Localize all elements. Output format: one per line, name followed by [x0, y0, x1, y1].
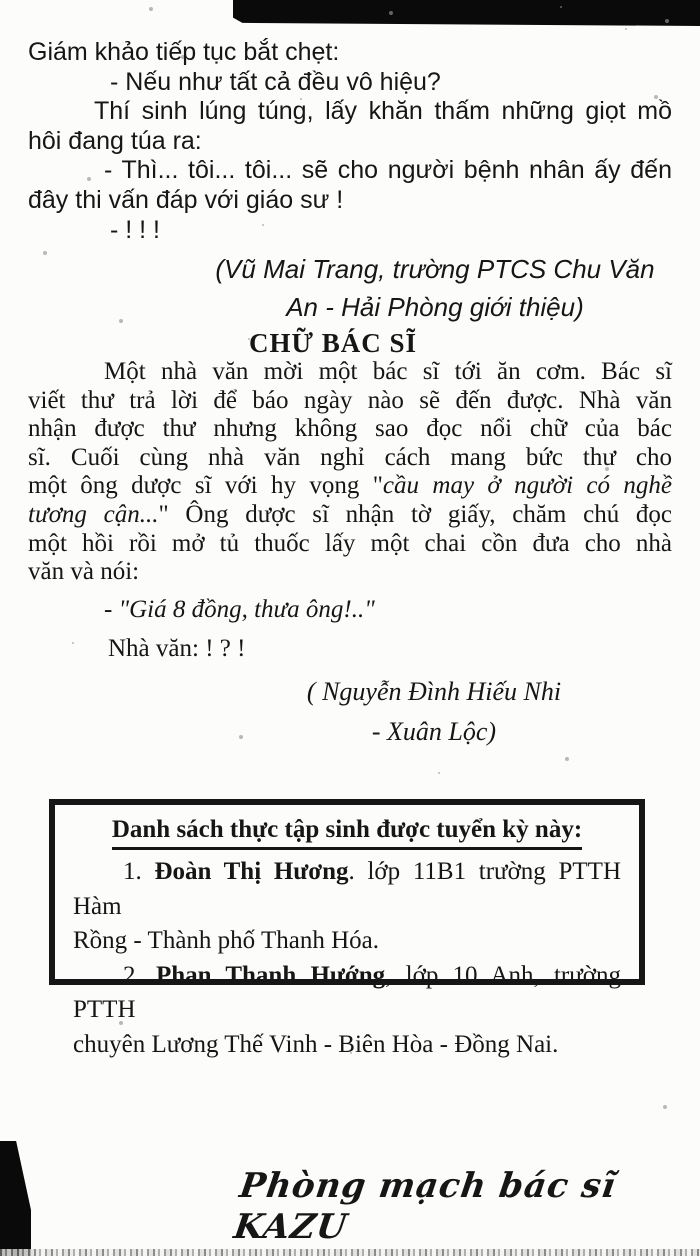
- text-line: [28, 501, 672, 530]
- attribution-line: - Xuân Lộc): [371, 717, 497, 746]
- scan-speckles: [0, 0, 2, 2]
- story-paragraph: [28, 358, 672, 587]
- text-segment: Thí sinh lúng túng, lấy khăn thấm những giọt mồ: [94, 97, 672, 126]
- attribution-line: ( Nguyễn Đình Hiếu Nhi: [306, 677, 562, 706]
- text-segment: Nhà văn: ! ? !: [108, 635, 246, 662]
- text-segment: 1.: [123, 858, 155, 885]
- scan-artifact-top-bar: [233, 0, 700, 26]
- trainee-list-heading: Danh sách thực tập sinh được tuyển kỳ này:: [112, 814, 582, 850]
- text-line: [28, 38, 672, 68]
- text-line: [28, 127, 672, 157]
- text-segment: một ông dược sĩ với hy vọng ": [28, 472, 383, 500]
- trainee-list-heading-row: [73, 814, 621, 850]
- text-segment: đây thi vấn đáp với giáo sư !: [28, 185, 344, 214]
- text-segment: . lớp 11B1 trường PTTH Hàm: [73, 858, 621, 920]
- text-segment: văn và nói:: [28, 558, 140, 586]
- text-segment: - Nếu như tất cả đều vô hiệu?: [110, 67, 441, 96]
- text-segment: " Ông dược sĩ nhận tờ giấy, chăm chú đọc: [158, 500, 673, 528]
- text-line: [28, 444, 672, 473]
- text-segment: một hồi rồi mở tủ thuốc lấy một chai cồn đưa cho nhà: [28, 529, 672, 557]
- trainee-list-box: [49, 799, 645, 1058]
- scan-edge-noise-line: [0, 1249, 700, 1256]
- text-line: [28, 358, 672, 387]
- text-segment: Rồng - Thành phố Thanh Hóa.: [73, 927, 379, 954]
- text-segment: , lớp 10 Anh, trường PTTH: [73, 961, 621, 1023]
- text-segment: chuyên Lương Thế Vinh - Biên Hòa - Đồng Nai.: [73, 1030, 559, 1058]
- text-segment: Đoàn Thị Hương: [154, 858, 349, 885]
- trainee-list-body: [73, 855, 621, 1062]
- text-segment: hôi đang túa ra:: [28, 126, 202, 155]
- clinic-name-signature: Phòng mạch bác sĩ KAZU: [231, 1166, 619, 1247]
- dialogue-lines: [28, 590, 672, 668]
- text-line: [73, 959, 621, 1028]
- text-line: [28, 415, 672, 444]
- text-line: [73, 855, 621, 924]
- text-segment: viết thư trả lời để báo ngày nào sẽ đến được. Nhà văn: [28, 386, 672, 414]
- text-segment: Giám khảo tiếp tục bắt chẹt:: [28, 38, 340, 66]
- story-title: CHỮ BÁC SĨ: [248, 328, 418, 358]
- attribution-nguyen-dinh-hieu-nhi: [0, 672, 700, 752]
- text-line: [73, 924, 621, 959]
- text-line: [28, 68, 672, 98]
- text-segment: Phan Thanh Hướng: [155, 961, 386, 989]
- attribution-line: (Vũ Mai Trang, trường PTCS Chu Văn: [215, 254, 655, 284]
- text-segment: - "Giá 8 đồng, thưa ông!..": [104, 596, 375, 623]
- text-line: [28, 387, 672, 416]
- text-segment: sĩ. Cuối cùng nhà văn nghỉ cách mang bức thư cho: [28, 443, 672, 471]
- text-line: [28, 186, 672, 216]
- text-segment: tương cận...: [28, 500, 159, 528]
- text-segment: - Thì... tôi... tôi... sẽ cho người bệnh nhân ấy đến: [104, 156, 672, 185]
- attribution-vu-mai-trang: [0, 250, 700, 326]
- attribution-line: An - Hải Phòng giới thiệu): [286, 292, 584, 322]
- text-line: [28, 558, 672, 587]
- text-line: [28, 97, 672, 127]
- intro-story-text: [28, 38, 672, 245]
- text-line: [28, 216, 672, 246]
- text-segment: nhận được thư nhưng không sao đọc nổi chữ của bác: [28, 415, 672, 443]
- text-segment: cầu may ở người có nghề: [382, 472, 672, 500]
- text-segment: Một nhà văn mời một bác sĩ tới ăn cơm. Bác sĩ: [104, 358, 672, 385]
- text-line: [28, 156, 672, 186]
- text-line: [28, 530, 672, 559]
- text-line: [73, 1028, 621, 1063]
- text-line: [28, 472, 672, 501]
- text-line: [28, 590, 672, 629]
- scan-artifact-left-bar: [0, 1141, 31, 1256]
- text-line: [28, 629, 672, 668]
- text-segment: - ! ! !: [110, 215, 160, 244]
- text-segment: 2.: [123, 961, 156, 989]
